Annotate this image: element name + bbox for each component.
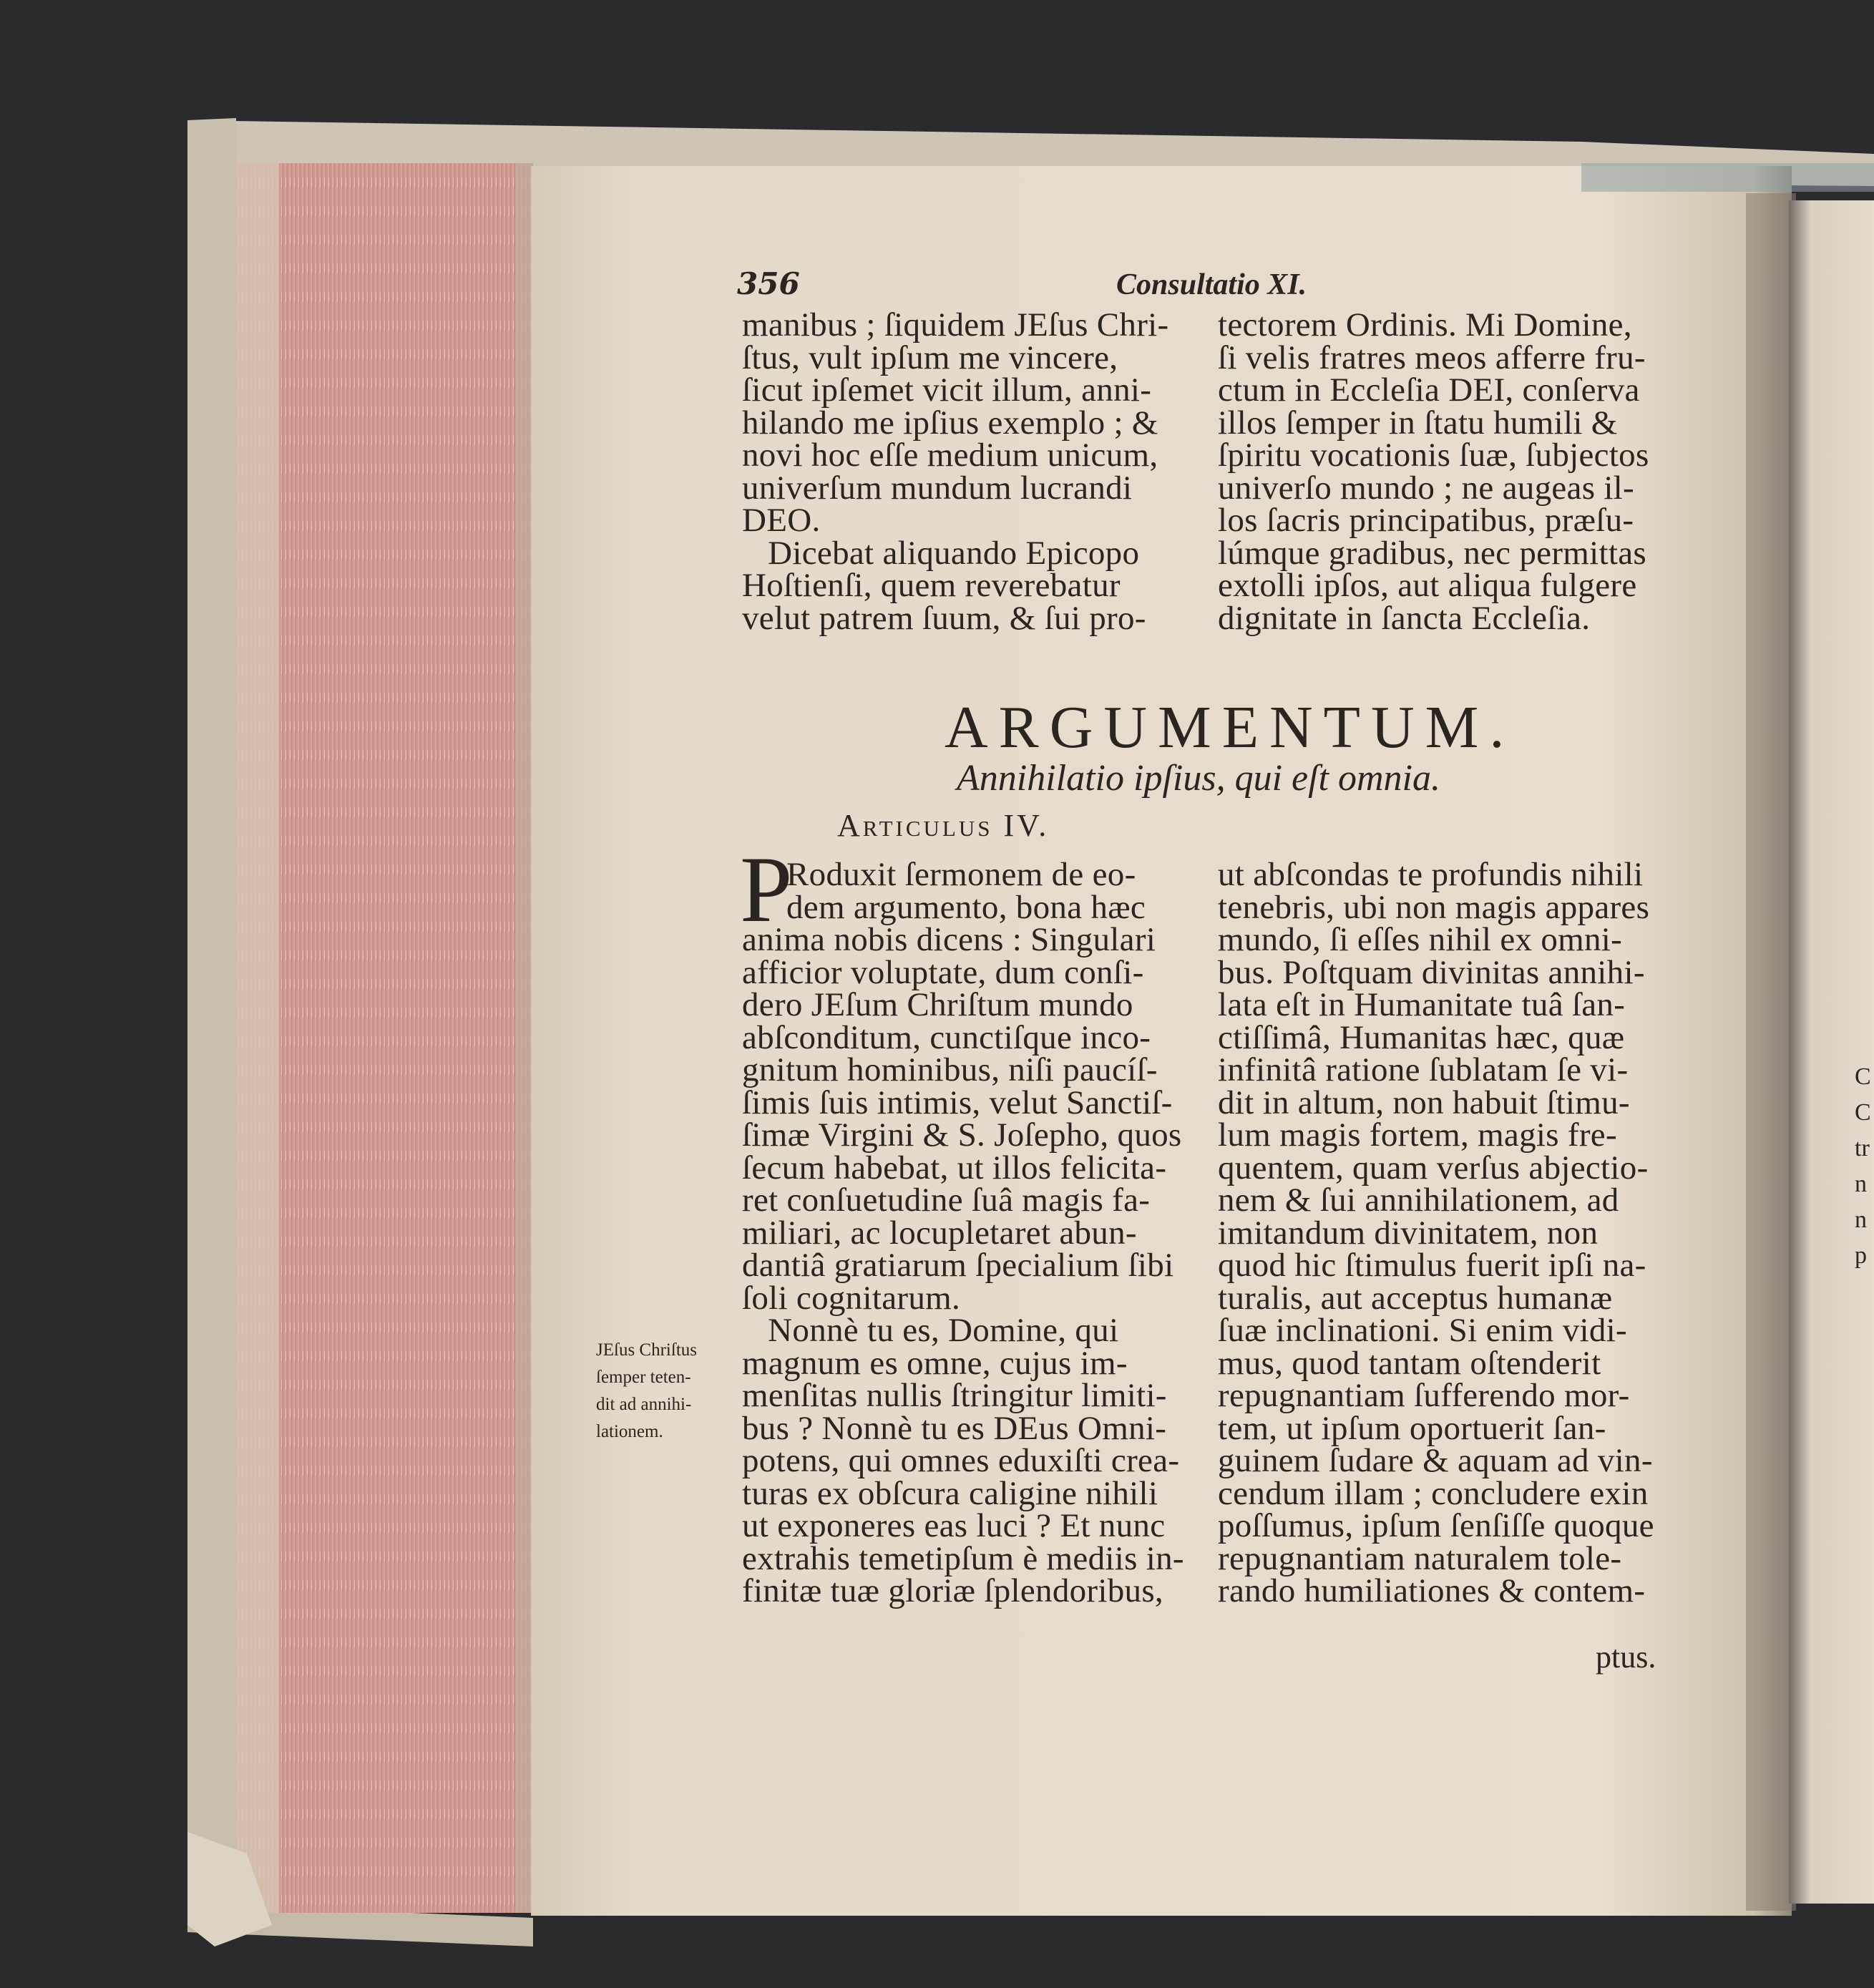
text-line: dit in altum, non habuit ſtimu- bbox=[1218, 1083, 1630, 1121]
fragment-glyph: C bbox=[1855, 1063, 1871, 1090]
text-line: Nonnè tu es, Domine, qui bbox=[742, 1312, 1119, 1349]
section-subtitle: Annihilatio ipſius, qui eſt omnia. bbox=[957, 758, 1440, 799]
text-line: Roduxit ſermonem de eo- bbox=[786, 856, 1136, 893]
text-line: dantiâ gratiarum ſpecialium ſibi bbox=[742, 1247, 1174, 1284]
fragment-glyph: C bbox=[1855, 1099, 1871, 1126]
text-line: extolli ipſos, aut aliqua fulgere bbox=[1218, 567, 1637, 604]
text-line: anima nobis dicens : Singulari bbox=[742, 921, 1156, 958]
text-line: ut abſcondas te profundis nihili bbox=[1218, 856, 1644, 893]
text-line: lum magis fortem, magis fre- bbox=[1218, 1116, 1617, 1154]
text-line: dignitate in ſancta Eccleſia. bbox=[1218, 599, 1591, 637]
text-line: ret conſuetudine ſuâ magis fa- bbox=[742, 1181, 1151, 1219]
text-line: nem & ſui annihilationem, ad bbox=[1218, 1181, 1619, 1219]
text-line: mundo, ſi eſſes nihil ex omni- bbox=[1218, 921, 1623, 958]
text-line: hilando me ipſius exemplo ; & bbox=[742, 404, 1158, 442]
text-line: gnitum hominibus, niſi paucíſ- bbox=[742, 1051, 1158, 1088]
text-line: tectorem Ordinis. Mi Domine, bbox=[1218, 306, 1632, 343]
section-heading: ARGUMENTUM. bbox=[945, 694, 1516, 761]
text-line: ut exponeres eas luci ? Et nunc bbox=[742, 1507, 1166, 1544]
text-line: ſtus, vult ipſum me vincere, bbox=[742, 338, 1118, 376]
text-line: ctiſſimâ, Humanitas hæc, quæ bbox=[1218, 1018, 1625, 1056]
text-line: manibus ; ſiquidem JEſus Chri- bbox=[742, 306, 1169, 343]
text-line: ſicut ipſemet vicit illum, anni- bbox=[742, 371, 1152, 409]
text-line: turalis, aut acceptus humanæ bbox=[1218, 1279, 1613, 1317]
text-line: los ſacris principatibus, præſu- bbox=[1218, 502, 1634, 539]
margin-note bbox=[596, 1337, 739, 1446]
text-line: ſoli cognitarum. bbox=[742, 1279, 961, 1317]
text-line: tem, ut ipſum oportuerit ſan- bbox=[1218, 1409, 1606, 1447]
text-line: miliari, ac locupletaret abun- bbox=[742, 1214, 1137, 1252]
page-number: 356 bbox=[737, 266, 800, 301]
text-line: menſitas nullis ſtringitur limiti- bbox=[742, 1377, 1167, 1414]
text-line: ſecum habebat, ut illos felicita- bbox=[742, 1149, 1167, 1187]
article-label: Articulus IV. bbox=[837, 808, 1050, 843]
text-line: imitandum divinitatem, non bbox=[1218, 1214, 1599, 1252]
catchword: ptus. bbox=[1596, 1639, 1656, 1675]
text-line: velut patrem ſuum, & ſui pro- bbox=[742, 599, 1146, 637]
running-title: Consultatio XI. bbox=[1116, 268, 1307, 301]
text-line: ſimæ Virgini & S. Joſepho, quos bbox=[742, 1116, 1182, 1154]
fragment-glyph: tr bbox=[1855, 1135, 1870, 1161]
text-line: bus ? Nonnè tu es DEus Omni- bbox=[742, 1409, 1167, 1447]
text-line: lata eſt in Humanitate tuâ ſan- bbox=[1218, 986, 1626, 1023]
text-line: potens, qui omnes eduxiſti crea- bbox=[742, 1442, 1180, 1479]
bottom-right-column bbox=[1218, 856, 1669, 1609]
text-line: illos ſemper in ſtatu humili & bbox=[1218, 404, 1618, 442]
text-line: rando humiliationes & contem- bbox=[1218, 1572, 1646, 1609]
text-line: poſſumus, ipſum ſenſiſſe quoque bbox=[1218, 1507, 1654, 1544]
text-line: ſi velis fratres meos afferre fru- bbox=[1218, 338, 1646, 376]
text-line: bus. Poſtquam divinitas annihi- bbox=[1218, 953, 1645, 991]
text-line: turas ex obſcura caligine nihili bbox=[742, 1474, 1158, 1512]
text-line: mus, quod tantam oſtenderit bbox=[1218, 1344, 1601, 1382]
text-line: univerſo mundo ; ne augeas il- bbox=[1218, 469, 1634, 507]
text-line: novi hoc eſſe medium unicum, bbox=[742, 437, 1158, 474]
text-line: Hoſtienſi, quem reverebatur bbox=[742, 567, 1121, 604]
text-line: cendum illam ; concludere exin bbox=[1218, 1474, 1649, 1512]
text-line: finitæ tuæ gloriæ ſplendoribus, bbox=[742, 1572, 1163, 1609]
top-right-column bbox=[1218, 306, 1669, 637]
bottom-left-column bbox=[742, 856, 1193, 1609]
text-line: dero JEſum Chriſtum mundo bbox=[742, 986, 1133, 1023]
text-line: Dicebat aliquando Epicopo bbox=[742, 534, 1140, 572]
text-line: ctum in Eccleſia DEI, conſerva bbox=[1218, 371, 1640, 409]
facing-page-fragment bbox=[1855, 1059, 1874, 1274]
text-line: tenebris, ubi non magis appares bbox=[1218, 888, 1650, 926]
fragment-glyph: p bbox=[1855, 1242, 1867, 1269]
drop-cap: P bbox=[740, 837, 793, 942]
text-line: extrahis temetipſum è mediis in- bbox=[742, 1539, 1184, 1577]
text-line: DEO. bbox=[742, 502, 821, 539]
margin-note-line: ſemper teten- bbox=[596, 1368, 691, 1387]
text-line: ſuæ inclinationi. Si enim vidi- bbox=[1218, 1312, 1627, 1349]
margin-note-line: lationem. bbox=[596, 1422, 663, 1441]
margin-note-line: dit ad annihi- bbox=[596, 1395, 692, 1414]
text-line: lúmque gradibus, nec permittas bbox=[1218, 534, 1646, 572]
text-line: afficior voluptate, dum conſi- bbox=[742, 953, 1144, 991]
text-line: univerſum mundum lucrandi bbox=[742, 469, 1133, 507]
text-line: repugnantiam naturalem tole- bbox=[1218, 1539, 1622, 1577]
margin-note-line: JEſus Chriſtus bbox=[596, 1340, 697, 1360]
text-line: quentem, quam verſus abjectio- bbox=[1218, 1149, 1649, 1187]
text-line: guinem ſudare & aquam ad vin- bbox=[1218, 1442, 1653, 1479]
text-line: quod hic ſtimulus fuerit ipſi na- bbox=[1218, 1247, 1646, 1284]
text-line: dem argumento, bona hæc bbox=[786, 888, 1146, 926]
text-line: abſconditum, cunctiſque inco- bbox=[742, 1018, 1151, 1056]
text-line: repugnantiam ſufferendo mor- bbox=[1218, 1377, 1630, 1414]
top-left-column bbox=[742, 306, 1193, 637]
fragment-glyph: n bbox=[1855, 1171, 1867, 1197]
text-line: ſpiritu vocationis ſuæ, ſubjectos bbox=[1218, 437, 1649, 474]
fragment-glyph: n bbox=[1855, 1207, 1867, 1233]
text-line: magnum es omne, cujus im- bbox=[742, 1344, 1128, 1382]
text-line: ſimis ſuis intimis, velut Sanctiſ- bbox=[742, 1083, 1173, 1121]
text-line: infinitâ ratione ſublatam ſe vi- bbox=[1218, 1051, 1629, 1088]
